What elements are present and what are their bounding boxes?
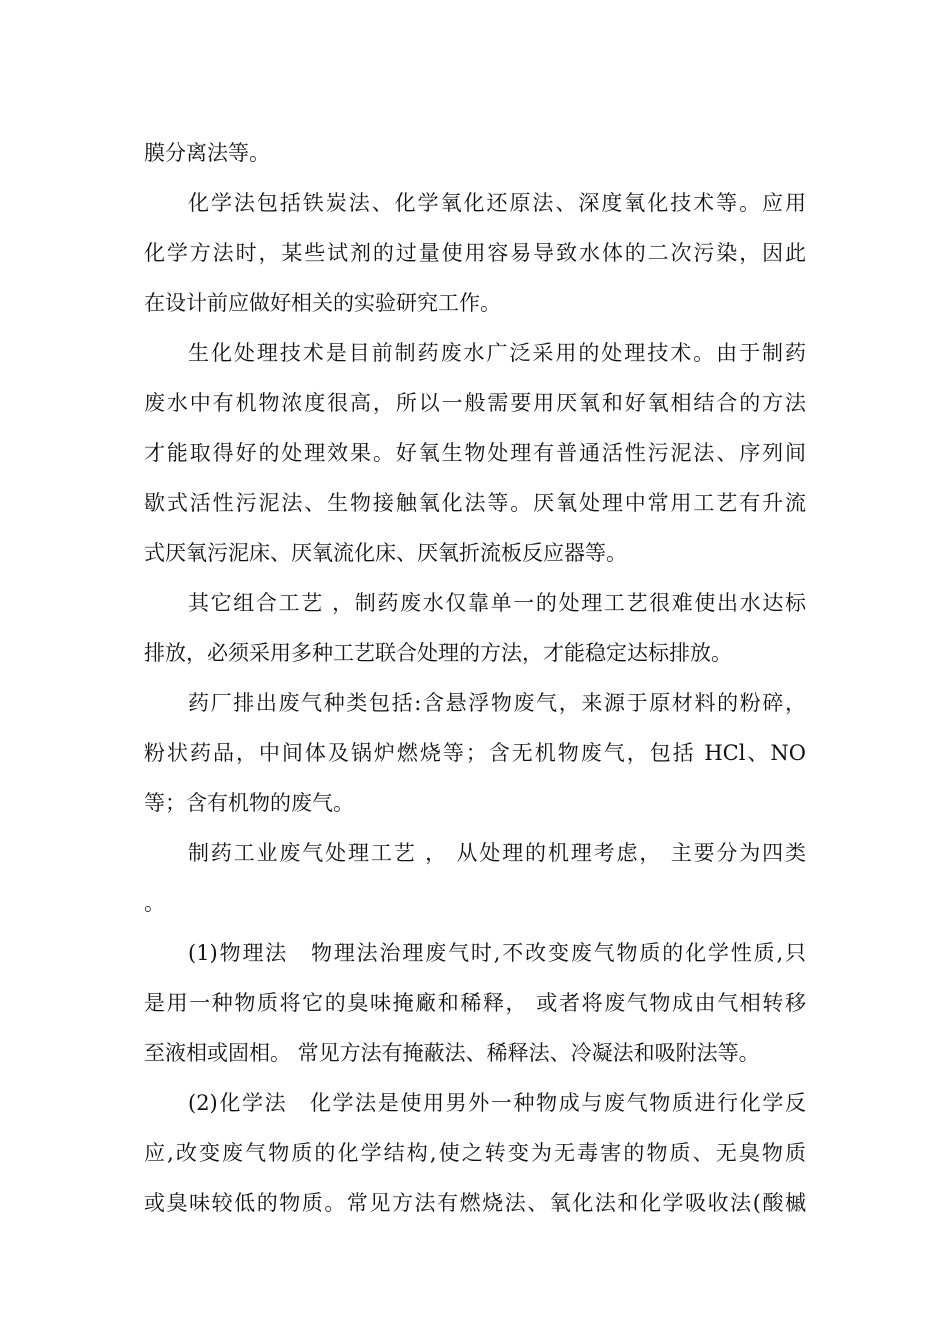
text-line: 制药工业废气处理工艺 ， 从处理的机理考虑， 主要分为四类 [188, 841, 806, 865]
text-line: 废水中有机物浓度很高，所以一般需要用厌氧和好氧相结合的方法 [144, 391, 806, 415]
text-line: 等；含有机物的废气。 [144, 791, 354, 815]
text-line: (2)化学法 化学法是使用男外一种物成与废气物质进行化学反 [188, 1091, 806, 1115]
text-line: 药厂排出废气种类包括:含悬浮物废气，来源于原材料的粉碎， [188, 691, 806, 715]
text-line: 膜分离法等。 [144, 141, 270, 165]
text-line: 在设计前应做好相关的实验研究工作。 [144, 291, 501, 315]
text-line: 化学方法时，某些试剂的过量使用容易导致水体的二次污染，因此 [144, 241, 806, 265]
text-line: 是用一种物质将它的臭味掩廠和稀释， 或者将废气物成由气相转移 [144, 991, 806, 1015]
text-line: 化学法包括铁炭法、化学氧化还原法、深度氧化技术等。应用 [188, 191, 806, 215]
document-page [144, 128, 806, 1228]
text-line: 或臭味较低的物质。常见方法有燃烧法、氧化法和化学吸收法(酸槭 [144, 1191, 806, 1215]
text-line: 排放，必须采用多种工艺联合处理的方法，才能稳定达标排放。 [144, 641, 732, 665]
text-line: 其它组合工艺 ，制药废水仅靠单一的处理工艺很难使出水达标 [188, 591, 806, 615]
text-line: 粉状药品，中间体及锅炉燃烧等；含无机物废气，包括 HCl、NO [144, 741, 806, 765]
text-line: 。 [144, 891, 165, 915]
text-line: 生化处理技术是目前制药废水广泛采用的处理技术。由于制药 [188, 341, 806, 365]
text-line: (1)物理法 物理法治理废气时,不改变废气物质的化学性质,只 [188, 941, 806, 965]
text-line: 歇式活性污泥法、生物接触氧化法等。厌氧处理中常用工艺有升流 [144, 491, 806, 515]
text-line: 才能取得好的处理效果。好氧生物处理有普通活性污泥法、序列间 [144, 441, 806, 465]
text-line: 应,改变废气物质的化学结构,使之转变为无毒害的物质、无臭物质 [144, 1141, 806, 1165]
text-line: 至液相或固相。 常见方法有掩蔽法、稀释法、冷凝法和吸附法等。 [144, 1041, 760, 1065]
text-line: 式厌氧污泥床、厌氧流化床、厌氧折流板反应器等。 [144, 541, 627, 565]
